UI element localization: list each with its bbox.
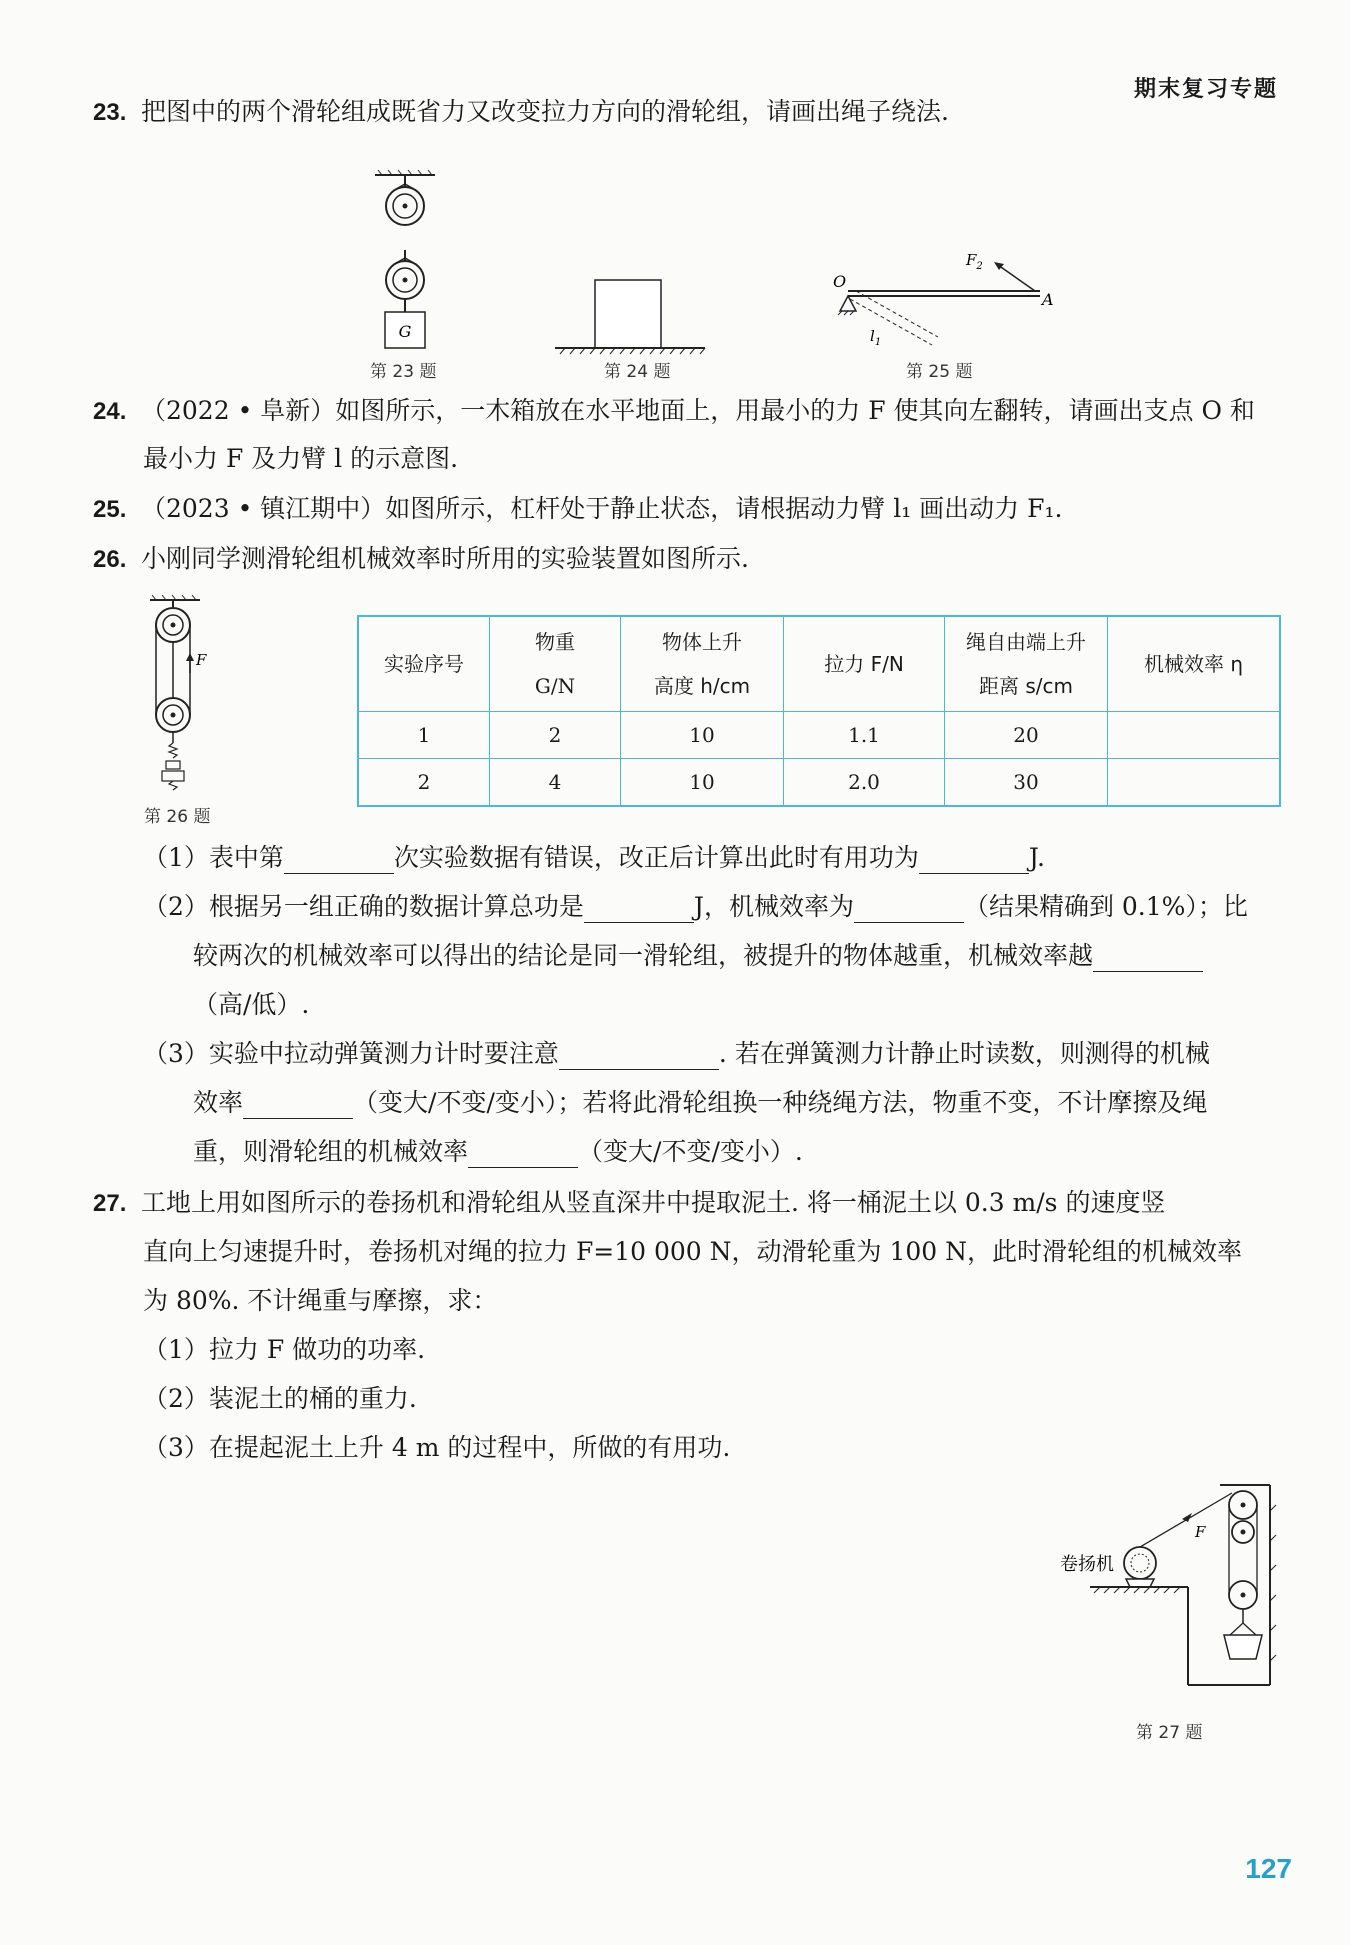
table-row <box>358 759 1280 807</box>
question-26-part-3: （3）实验中拉动弹簧测力计时要注意 . 若在弹簧测力计静止时读数，则测得的机械 <box>143 1039 1210 1068</box>
question-text-line-1: （2022 • 阜新）如图所示，一木箱放在水平地面上，用最小的力 F 使其向左翻转，请画出支点 O 和 <box>141 396 1255 425</box>
table-cell: 2.0 <box>784 759 945 807</box>
header-cell: 拉力 F/N <box>784 616 945 712</box>
question-27-line-3: 为 80%. 不计绳重与摩擦，求： <box>143 1286 498 1315</box>
question-number: 27. <box>93 1190 127 1217</box>
question-26-part-2: （2）根据另一组正确的数据计算总功是 J，机械效率为 （结果精确到 0.1%）；比 <box>143 892 1248 921</box>
experiment-data-table <box>357 615 1281 807</box>
question-27-part-2: （2）装泥土的桶的重力. <box>143 1384 417 1413</box>
question-24-line-2: 最小力 F 及力臂 l 的示意图. <box>143 444 459 473</box>
question-25 <box>93 493 1062 526</box>
header-cell: 机械效率 η <box>1108 616 1281 712</box>
table-cell: 2 <box>358 759 490 807</box>
answer-blank[interactable] <box>919 847 1029 874</box>
figure-23-label-g: G <box>398 322 412 341</box>
question-26-part-2-line-2: 较两次的机械效率可以得出的结论是同一滑轮组，被提升的物体越重，机械效率越 <box>193 940 1203 972</box>
question-text: 小刚同学测滑轮组机械效率时所用的实验装置如图所示. <box>141 544 749 573</box>
answer-blank[interactable] <box>1093 945 1203 972</box>
header-cell: 物重 G/N <box>490 616 621 712</box>
answer-blank[interactable] <box>468 1141 578 1168</box>
figure-27-caption: 第 27 题 <box>1136 1723 1203 1743</box>
header-cell: 绳自由端上升 距离 s/cm <box>945 616 1108 712</box>
question-26-part-1: （1）表中第 次实验数据有错误，改正后计算出此时有用功为 J. <box>143 843 1045 872</box>
figure-26-label-f: F <box>196 651 207 669</box>
figure-25-lever <box>830 245 1054 355</box>
question-23 <box>93 96 949 129</box>
question-number: 26. <box>93 546 127 573</box>
figure-23-caption: 第 23 题 <box>370 362 437 382</box>
question-number: 23. <box>93 99 127 126</box>
answer-blank[interactable] <box>584 896 694 923</box>
figure-27-label-f: F <box>1195 1523 1206 1541</box>
question-24 <box>93 395 1255 428</box>
table-cell: 30 <box>945 759 1108 807</box>
question-27 <box>93 1187 1165 1220</box>
page-header-title: 期末复习专题 <box>1133 77 1278 102</box>
page-number: 127 <box>1245 1853 1292 1884</box>
figure-27-winch-well <box>1060 1475 1290 1700</box>
header-cell: 物体上升 高度 h/cm <box>621 616 784 712</box>
question-text: 把图中的两个滑轮组成既省力又改变拉力方向的滑轮组，请画出绳子绕法. <box>141 97 949 126</box>
figure-25-label-f2: $F_2$ <box>966 251 983 272</box>
figure-25-label-l1: $l_1$ <box>870 327 882 348</box>
table-header-row <box>358 616 1280 712</box>
answer-blank[interactable] <box>284 847 394 874</box>
header-cell: 实验序号 <box>358 616 490 712</box>
question-text: （2023 • 镇江期中）如图所示，杠杆处于静止状态，请根据动力臂 l₁ 画出动力 F₁. <box>141 494 1063 523</box>
figure-25-caption: 第 25 题 <box>906 362 973 382</box>
table-cell <box>1108 712 1281 759</box>
table-cell: 1.1 <box>784 712 945 759</box>
question-27-line-2: 直向上匀速提升时，卷扬机对绳的拉力 F=10 000 N，动滑轮重为 100 N，此时滑轮组的机械效率 <box>143 1237 1243 1266</box>
figure-26-pulley-setup <box>140 595 230 795</box>
table-row <box>358 712 1280 759</box>
table-cell: 1 <box>358 712 490 759</box>
question-27-part-1: （1）拉力 F 做功的功率. <box>143 1335 426 1364</box>
question-number: 25. <box>93 496 127 523</box>
question-27-part-3: （3）在提起泥土上升 4 m 的过程中，所做的有用功. <box>143 1433 731 1462</box>
figure-25-label-o: O <box>833 272 847 291</box>
figure-27-label-winch: 卷扬机 <box>1060 1554 1114 1575</box>
answer-blank[interactable] <box>243 1092 353 1119</box>
figure-24-box <box>555 270 705 360</box>
figure-26-caption: 第 26 题 <box>144 807 211 827</box>
question-number: 24. <box>93 398 127 425</box>
figure-23-pulleys <box>360 170 460 370</box>
figure-24-caption: 第 24 题 <box>604 362 671 382</box>
table-cell: 2 <box>490 712 621 759</box>
table-cell: 4 <box>490 759 621 807</box>
table-cell: 10 <box>621 759 784 807</box>
figure-25-label-a: A <box>1042 290 1054 309</box>
question-26 <box>93 543 749 576</box>
table-cell: 10 <box>621 712 784 759</box>
table-cell: 20 <box>945 712 1108 759</box>
question-text-line-1: 工地上用如图所示的卷扬机和滑轮组从竖直深井中提取泥土. 将一桶泥土以 0.3 m/s 的速度竖 <box>141 1188 1166 1217</box>
table-cell <box>1108 759 1281 807</box>
answer-blank[interactable] <box>559 1043 719 1070</box>
answer-blank[interactable] <box>854 896 964 923</box>
question-26-part-3-line-2: 效率 （变大/不变/变小）；若将此滑轮组换一种绕绳方法，物重不变，不计摩擦及绳 <box>193 1088 1208 1117</box>
question-26-part-3-line-3: 重，则滑轮组的机械效率 （变大/不变/变小）. <box>193 1137 803 1166</box>
question-26-part-2-line-3: （高/低）. <box>193 990 310 1019</box>
